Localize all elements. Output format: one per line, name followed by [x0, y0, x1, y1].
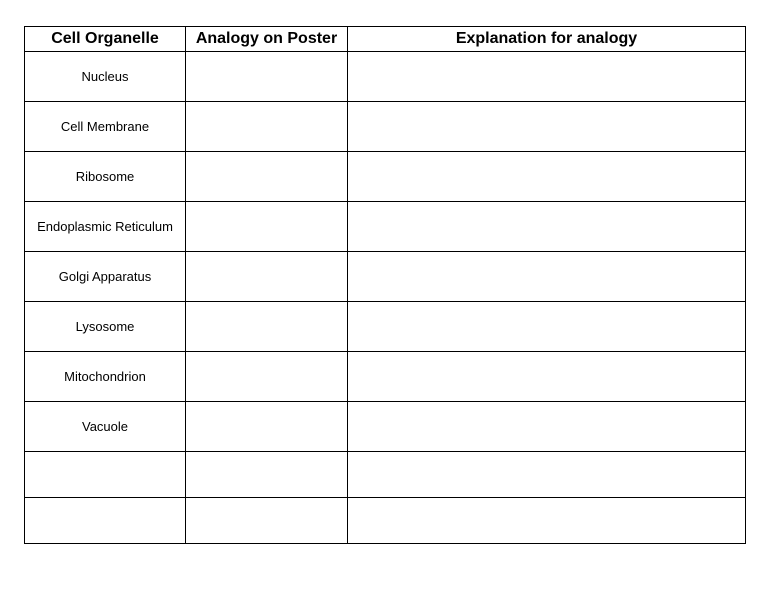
organelle-cell: Golgi Apparatus [25, 252, 186, 302]
organelle-cell[interactable] [25, 498, 186, 544]
explanation-cell[interactable] [348, 402, 746, 452]
organelle-cell[interactable] [25, 452, 186, 498]
organelle-cell: Mitochondrion [25, 352, 186, 402]
explanation-cell[interactable] [348, 152, 746, 202]
explanation-cell[interactable] [348, 302, 746, 352]
organelle-cell: Cell Membrane [25, 102, 186, 152]
explanation-cell[interactable] [348, 252, 746, 302]
organelle-cell: Ribosome [25, 152, 186, 202]
organelle-analogy-table [24, 26, 746, 544]
analogy-cell[interactable] [186, 202, 348, 252]
table-row [25, 352, 746, 402]
table-row [25, 252, 746, 302]
explanation-cell[interactable] [348, 52, 746, 102]
table-row [25, 52, 746, 102]
analogy-cell[interactable] [186, 102, 348, 152]
explanation-cell[interactable] [348, 452, 746, 498]
table-row [25, 402, 746, 452]
analogy-cell[interactable] [186, 302, 348, 352]
table-row [25, 452, 746, 498]
table-row [25, 202, 746, 252]
analogy-cell[interactable] [186, 452, 348, 498]
analogy-cell[interactable] [186, 498, 348, 544]
header-row [25, 27, 746, 52]
analogy-cell[interactable] [186, 152, 348, 202]
organelle-cell: Vacuole [25, 402, 186, 452]
organelle-cell: Nucleus [25, 52, 186, 102]
table-row [25, 498, 746, 544]
analogy-cell[interactable] [186, 52, 348, 102]
explanation-cell[interactable] [348, 498, 746, 544]
organelle-cell: Endoplasmic Reticulum [25, 202, 186, 252]
organelle-cell: Lysosome [25, 302, 186, 352]
table-row [25, 152, 746, 202]
table-row [25, 102, 746, 152]
explanation-cell[interactable] [348, 102, 746, 152]
explanation-cell[interactable] [348, 352, 746, 402]
table-row [25, 302, 746, 352]
analogy-cell[interactable] [186, 352, 348, 402]
header-cell-explanation: Explanation for analogy [348, 27, 746, 52]
header-cell-organelle: Cell Organelle [25, 27, 186, 52]
analogy-cell[interactable] [186, 402, 348, 452]
header-cell-analogy: Analogy on Poster [186, 27, 348, 52]
explanation-cell[interactable] [348, 202, 746, 252]
analogy-cell[interactable] [186, 252, 348, 302]
